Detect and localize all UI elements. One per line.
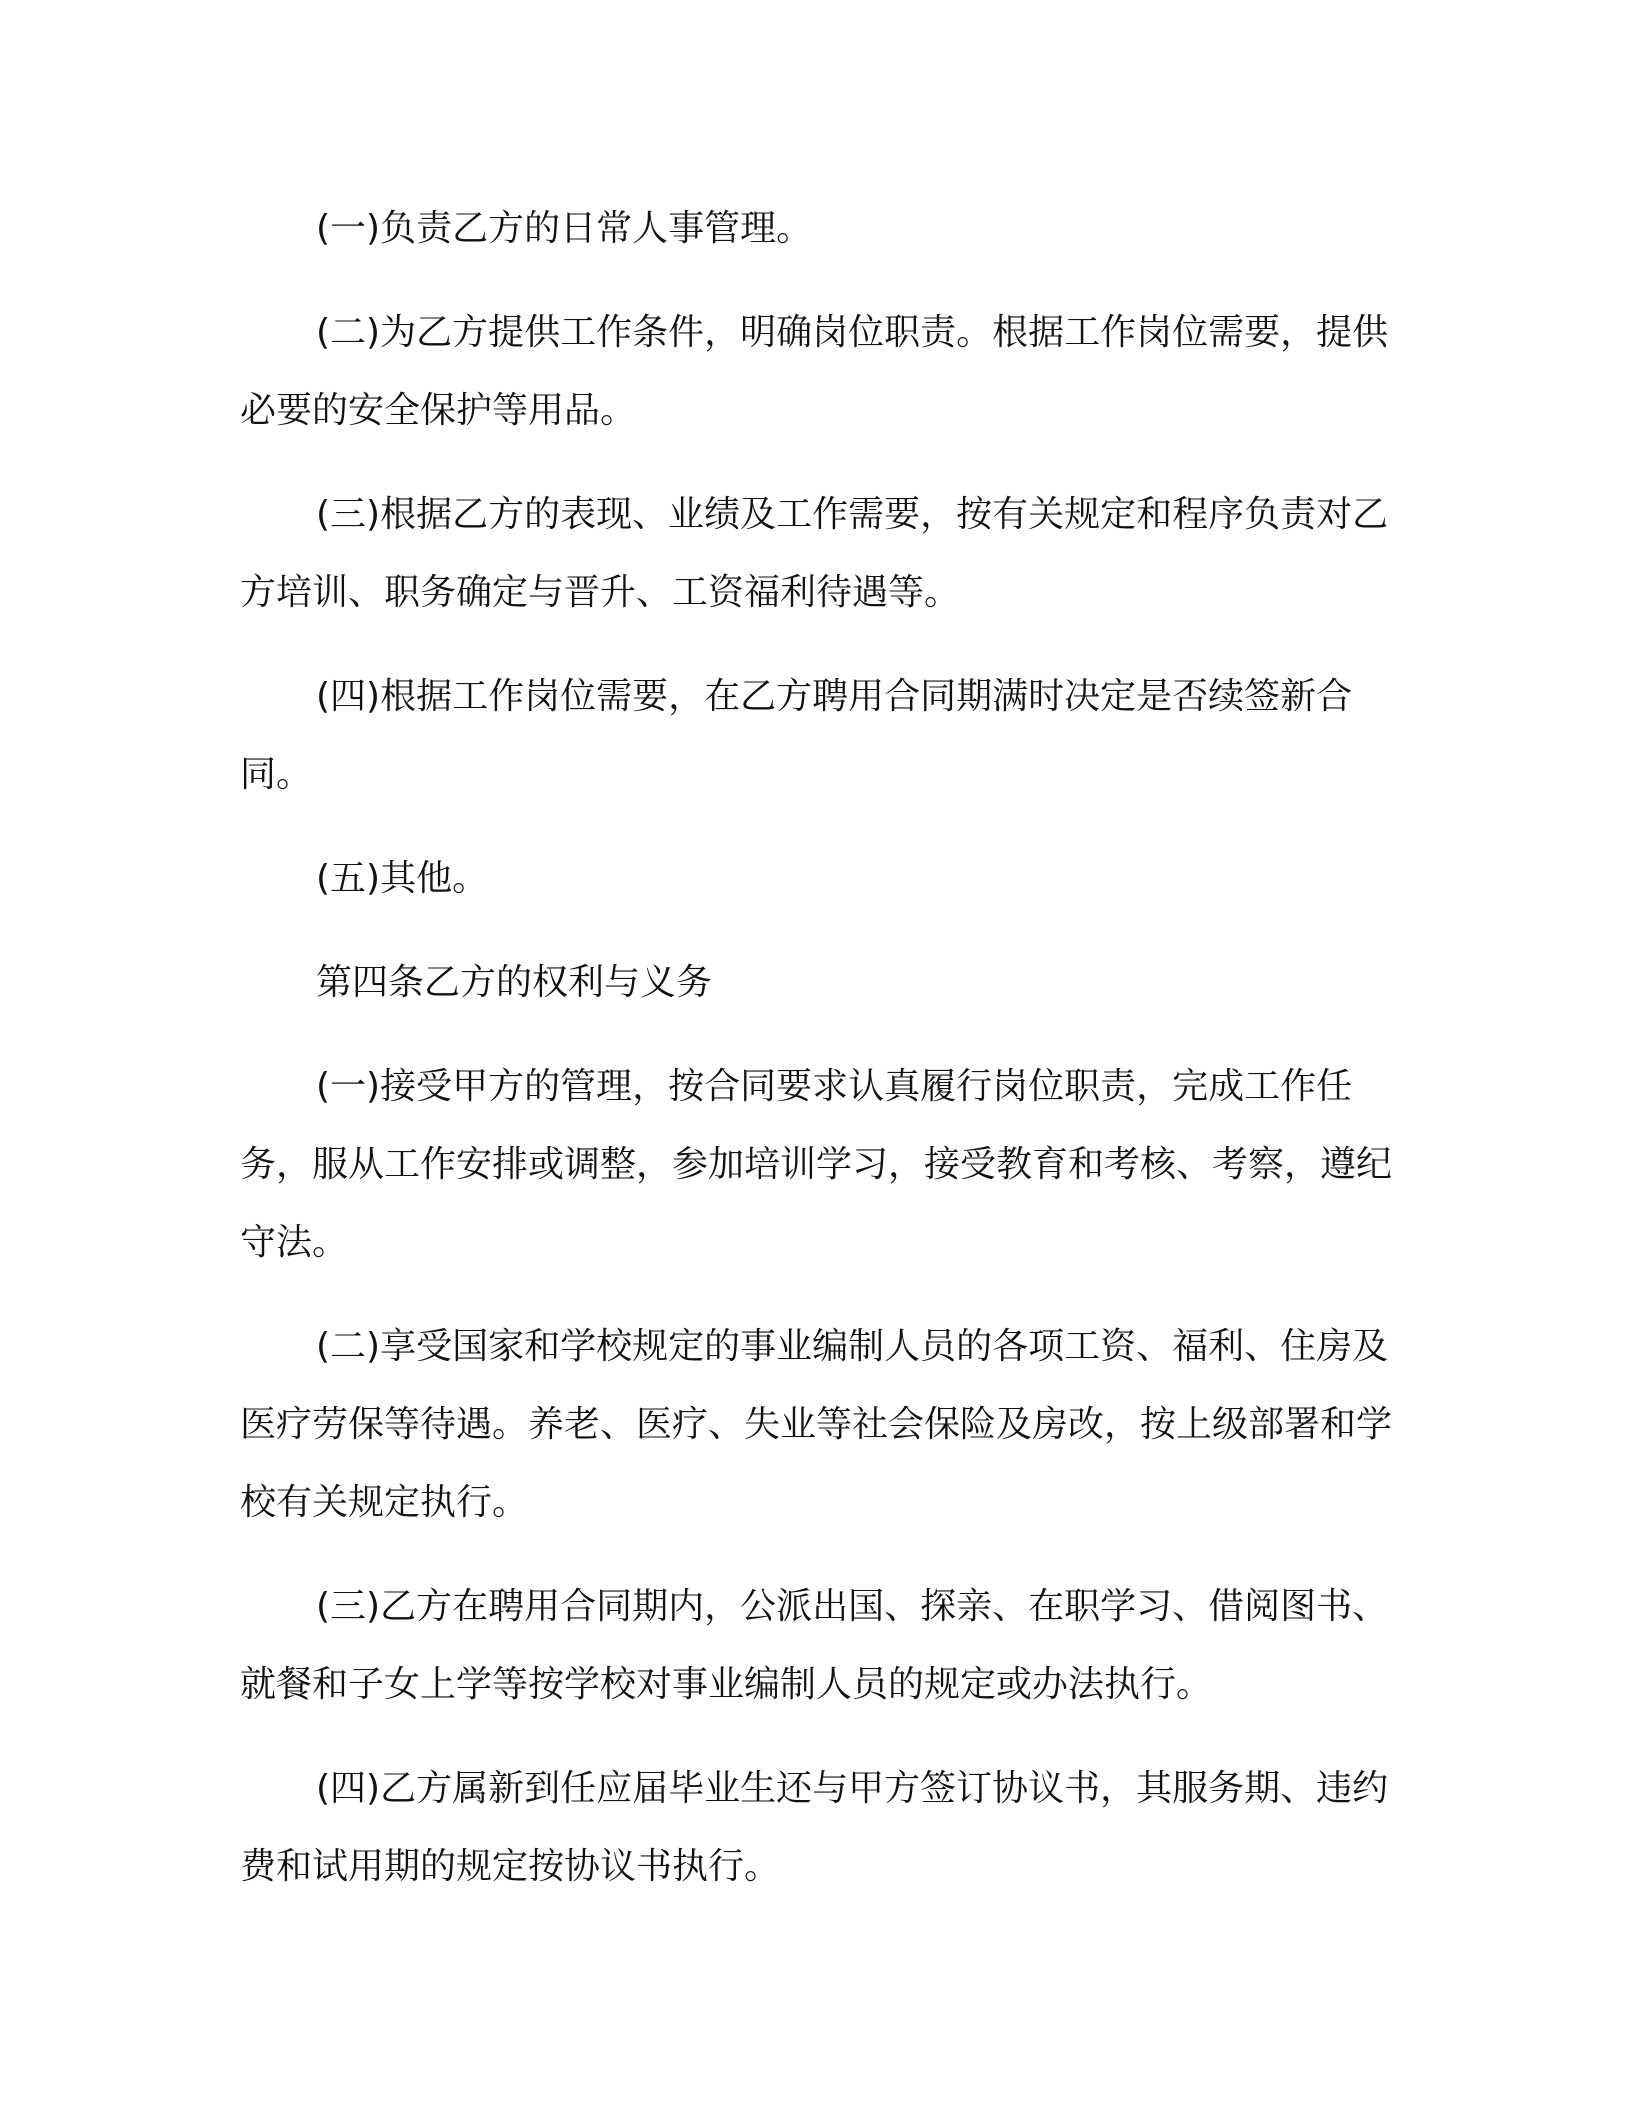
paragraph-party-a-duty-5: (五)其他。 — [316, 858, 489, 899]
paragraph-party-a-duty-4: (四)根据工作岗位需要，在乙方聘用合同期满时决定是否续签新合同。 — [240, 676, 1353, 795]
paragraph-party-b-item-2: (二)享受国家和学校规定的事业编制人员的各项工资、福利、住房及医疗劳保等待遇。养老、医疗、失业等社会保险及房改，按上级部署和学校有关规定执行。 — [240, 1326, 1393, 1523]
paragraph-party-a-duty-1: (一)负责乙方的日常人事管理。 — [316, 208, 813, 249]
paragraph-party-b-item-1: (一)接受甲方的管理，按合同要求认真履行岗位职责，完成工作任务，服从工作安排或调整，参加培训学习，接受教育和考核、考察，遵纪守法。 — [240, 1066, 1393, 1263]
document-body — [240, 190, 1410, 1932]
paragraph-party-b-item-3: (三)乙方在聘用合同期内，公派出国、探亲、在职学习、借阅图书、就餐和子女上学等按学校对事业编制人员的规定或办法执行。 — [240, 1586, 1389, 1705]
paragraph-party-a-duty-3: (三)根据乙方的表现、业绩及工作需要，按有关规定和程序负责对乙方培训、职务确定与晋升、工资福利待遇等。 — [240, 494, 1389, 613]
section-heading-article-4: 第四条乙方的权利与义务 — [316, 962, 713, 1003]
paragraph-party-b-item-4: (四)乙方属新到任应届毕业生还与甲方签订协议书，其服务期、违约费和试用期的规定按协议书执行。 — [240, 1768, 1389, 1887]
paragraph-party-a-duty-2: (二)为乙方提供工作条件，明确岗位职责。根据工作岗位需要，提供必要的安全保护等用品。 — [240, 312, 1389, 431]
